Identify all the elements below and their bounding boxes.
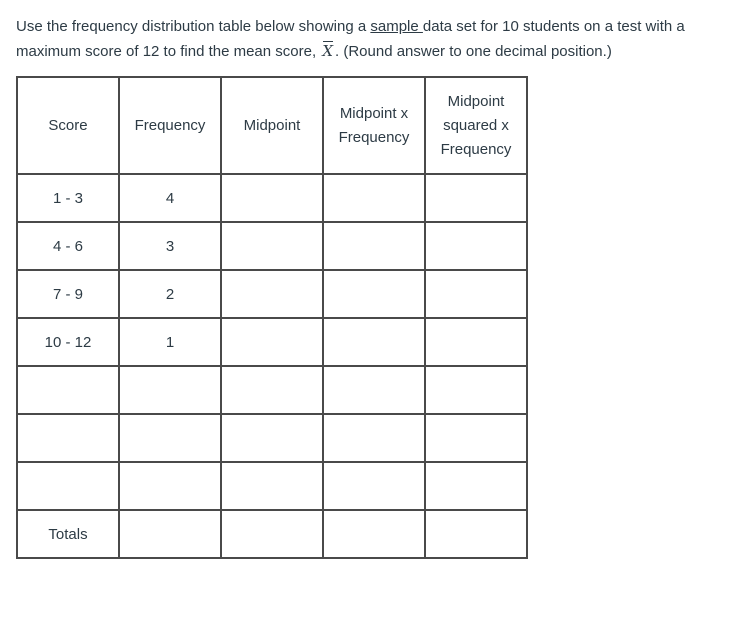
cell-frequency: 2 bbox=[119, 270, 221, 318]
header-midpoint: Midpoint bbox=[221, 77, 323, 174]
question-text-start: Use the frequency distribution table below showing a bbox=[16, 18, 371, 35]
cell-midpoint bbox=[221, 414, 323, 462]
cell-midpoint-squared-x-frequency bbox=[425, 366, 527, 414]
cell-midpoint-squared-x-frequency bbox=[425, 222, 527, 270]
cell-frequency: 1 bbox=[119, 318, 221, 366]
cell-midpoint-squared-x-frequency bbox=[425, 318, 527, 366]
sample-underlined: sample bbox=[370, 18, 423, 35]
question-text-end: . (Round answer to one decimal position.) bbox=[335, 43, 612, 60]
cell-midpoint-squared-x-frequency bbox=[425, 270, 527, 318]
cell-midpoint bbox=[221, 366, 323, 414]
cell-midpoint-x-frequency bbox=[323, 222, 425, 270]
cell-total-frequency bbox=[119, 510, 221, 558]
table-row bbox=[17, 414, 527, 462]
cell-midpoint-squared-x-frequency bbox=[425, 414, 527, 462]
cell-midpoint bbox=[221, 174, 323, 222]
cell-score: 4 - 6 bbox=[17, 222, 119, 270]
cell-midpoint-squared-x-frequency bbox=[425, 174, 527, 222]
cell-score: 10 - 12 bbox=[17, 318, 119, 366]
cell-midpoint bbox=[221, 222, 323, 270]
cell-totals-label: Totals bbox=[17, 510, 119, 558]
header-row bbox=[17, 77, 527, 174]
cell-midpoint-squared-x-frequency bbox=[425, 462, 527, 510]
cell-score bbox=[17, 462, 119, 510]
cell-midpoint-x-frequency bbox=[323, 318, 425, 366]
table-row bbox=[17, 318, 527, 366]
cell-score: 1 - 3 bbox=[17, 174, 119, 222]
cell-midpoint-x-frequency bbox=[323, 174, 425, 222]
table-row bbox=[17, 366, 527, 414]
header-midpoint-squared-x-frequency: Midpoint squared x Frequency bbox=[425, 77, 527, 174]
cell-total-midpoint-x-frequency bbox=[323, 510, 425, 558]
cell-frequency: 3 bbox=[119, 222, 221, 270]
cell-midpoint bbox=[221, 270, 323, 318]
cell-midpoint-x-frequency bbox=[323, 462, 425, 510]
cell-midpoint bbox=[221, 318, 323, 366]
cell-frequency bbox=[119, 414, 221, 462]
question-text-middle: data set for 10 students on a test with a maximum score of 12 to find the mean score, bbox=[16, 18, 685, 60]
cell-midpoint-x-frequency bbox=[323, 270, 425, 318]
cell-score bbox=[17, 414, 119, 462]
table-row bbox=[17, 462, 527, 510]
cell-midpoint bbox=[221, 462, 323, 510]
cell-total-midpoint bbox=[221, 510, 323, 558]
cell-frequency bbox=[119, 366, 221, 414]
header-midpoint-x-frequency: Midpoint x Frequency bbox=[323, 77, 425, 174]
x-bar-symbol: X bbox=[322, 39, 333, 63]
cell-midpoint-x-frequency bbox=[323, 414, 425, 462]
table-row bbox=[17, 222, 527, 270]
cell-frequency: 4 bbox=[119, 174, 221, 222]
cell-midpoint-x-frequency bbox=[323, 366, 425, 414]
cell-score bbox=[17, 366, 119, 414]
cell-total-midpoint-squared-x-frequency bbox=[425, 510, 527, 558]
cell-score: 7 - 9 bbox=[17, 270, 119, 318]
table-row bbox=[17, 270, 527, 318]
header-score: Score bbox=[17, 77, 119, 174]
totals-row bbox=[17, 510, 527, 558]
table-row bbox=[17, 174, 527, 222]
header-frequency: Frequency bbox=[119, 77, 221, 174]
question-text bbox=[16, 15, 736, 64]
cell-frequency bbox=[119, 462, 221, 510]
frequency-table bbox=[16, 76, 528, 559]
